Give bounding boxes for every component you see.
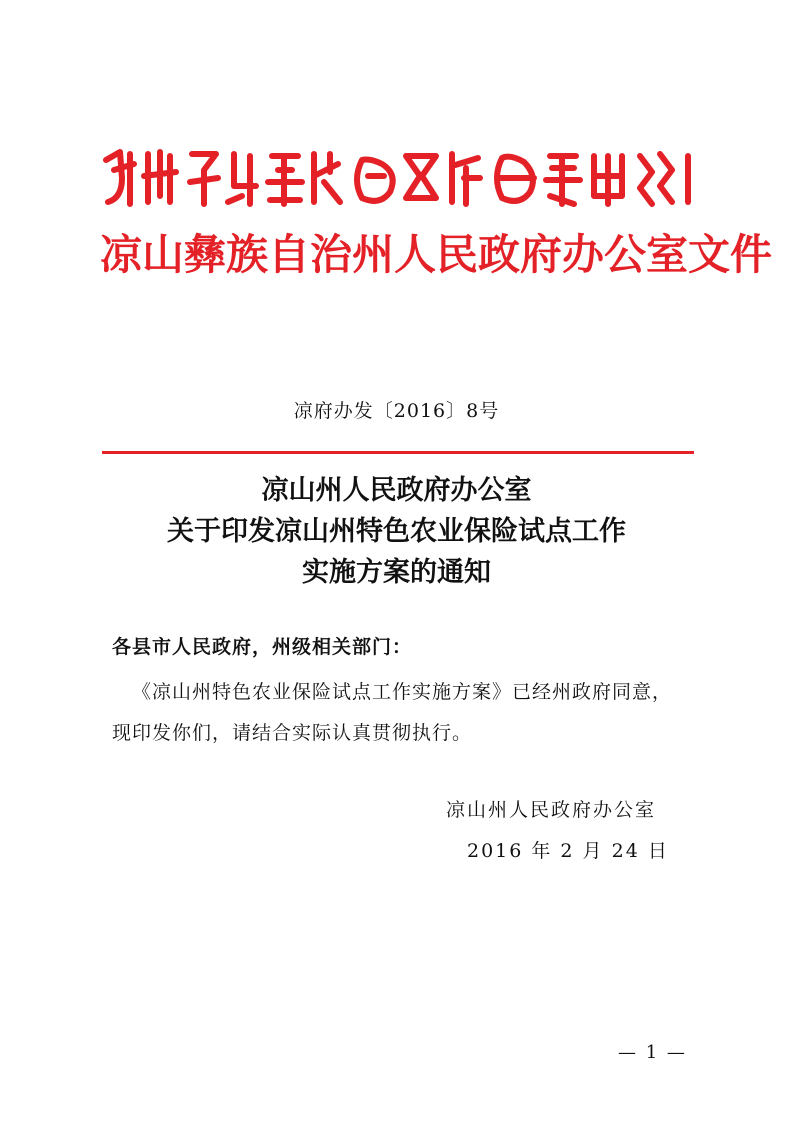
document-title <box>0 470 793 593</box>
recipients-line: 各县市人民政府，州级相关部门： <box>112 636 413 658</box>
issuer-header-title: 凉山彝族自治州人民政府办公室文件 <box>100 230 773 279</box>
body-line-2: 现印发你们，请结合实际认真贯彻执行。 <box>112 722 473 744</box>
red-divider <box>102 451 694 454</box>
document-number: 凉府办发〔2016〕8号 <box>293 400 500 422</box>
yi-script-header-line <box>100 146 696 210</box>
body-line-1: 《凉山州特色农业保险试点工作实施方案》已经州政府同意， <box>132 681 673 703</box>
yi-script-glyphs <box>100 146 696 210</box>
document-title-line-3: 实施方案的通知 <box>302 557 491 588</box>
page-number: — 1 — <box>618 1042 687 1063</box>
signature-date: 2016 年 2 月 24 日 <box>467 840 669 862</box>
document-title-line-2: 关于印发凉山州特色农业保险试点工作 <box>167 516 626 547</box>
body-paragraph <box>112 672 692 754</box>
document-title-line-1: 凉山州人民政府办公室 <box>261 475 532 506</box>
signature-organization: 凉山州人民政府办公室 <box>446 799 657 821</box>
